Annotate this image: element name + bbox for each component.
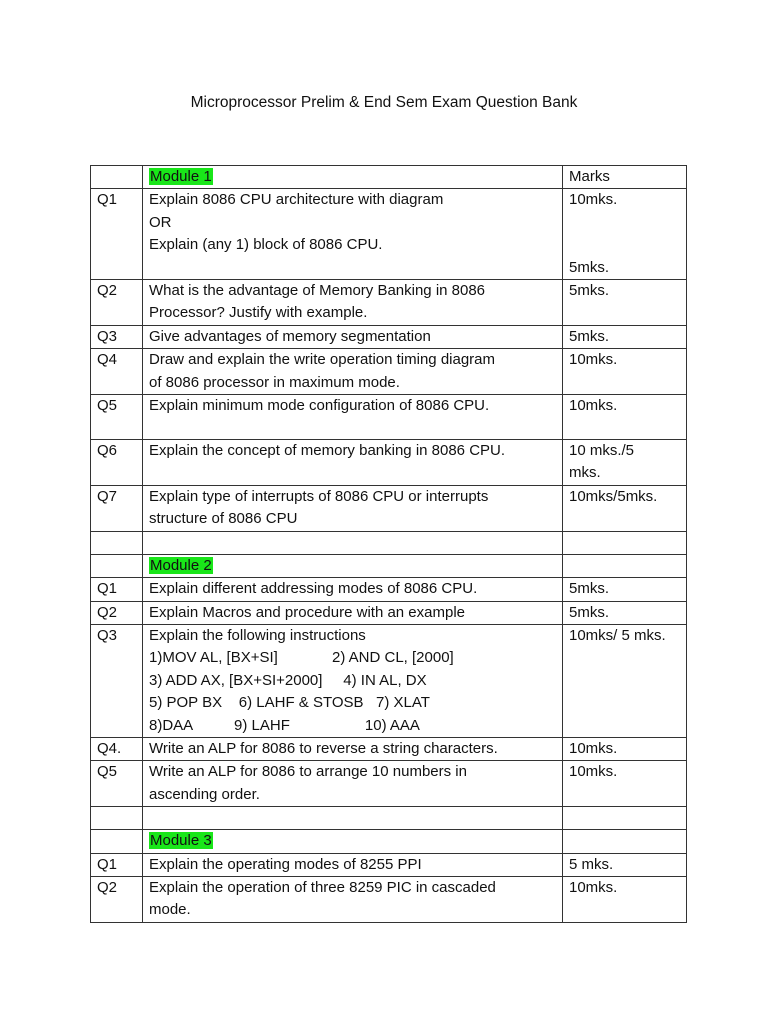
question-text-line: Explain the operation of three 8259 PIC in cascaded <box>149 878 496 896</box>
marks-header: Marks <box>569 168 610 185</box>
question-number: Q1 <box>97 580 118 598</box>
question-text-line: 1)MOV AL, [BX+SI] 2) AND CL, [2000] <box>149 649 454 667</box>
question-text-line: 8)DAA 9) LAHF 10) AAA <box>149 716 420 734</box>
question-text-cell <box>143 853 563 876</box>
marks-value: mks. <box>569 464 601 482</box>
question-row <box>91 485 687 531</box>
marks-header-cell <box>563 554 687 577</box>
question-number-cell <box>91 737 143 760</box>
marks-value: 5 mks. <box>569 855 614 873</box>
question-text-line: Explain (any 1) block of 8086 CPU. <box>149 236 383 254</box>
marks-value: 5mks. <box>569 603 610 621</box>
marks-value: 10mks. <box>569 739 618 757</box>
marks-value: 10mks. <box>569 351 618 369</box>
question-number-cell <box>91 485 143 531</box>
marks-cell <box>563 189 687 280</box>
marks-cell <box>563 737 687 760</box>
marks-value: 10mks. <box>569 763 618 781</box>
question-row <box>91 395 687 440</box>
marks-value: 10 mks./5 <box>569 442 635 460</box>
marks-cell <box>563 325 687 348</box>
question-text-cell <box>143 349 563 395</box>
question-row <box>91 189 687 280</box>
question-number: Q1 <box>97 855 118 873</box>
marks-value <box>569 212 680 234</box>
marks-cell <box>563 761 687 807</box>
module-header-row <box>91 830 687 853</box>
question-text-line: Draw and explain the write operation timing diagram <box>149 351 496 369</box>
question-text-line: 3) ADD AX, [BX+SI+2000] 4) IN AL, DX <box>149 671 427 689</box>
question-text-line: Write an ALP for 8086 to arrange 10 numbers in <box>149 763 467 781</box>
marks-cell <box>563 349 687 395</box>
question-text-line: Explain 8086 CPU architecture with diagram <box>149 191 444 209</box>
question-row <box>91 601 687 624</box>
question-text-line: Explain minimum mode configuration of 8086 CPU. <box>149 397 490 415</box>
question-row <box>91 624 687 737</box>
module-label-cell <box>143 554 563 577</box>
question-row <box>91 440 687 486</box>
question-number-cell <box>91 166 143 189</box>
question-text-cell <box>143 280 563 326</box>
question-row <box>91 853 687 876</box>
empty-cell <box>563 531 687 554</box>
empty-cell <box>143 807 563 830</box>
question-text-cell <box>143 440 563 486</box>
question-row <box>91 325 687 348</box>
marks-value: 10mks/ 5 mks. <box>569 626 666 644</box>
question-number-cell <box>91 830 143 853</box>
question-text-line: ascending order. <box>149 785 260 803</box>
module-label-cell <box>143 830 563 853</box>
question-text-line: Write an ALP for 8086 to reverse a string characters. <box>149 739 498 757</box>
question-number-cell <box>91 624 143 737</box>
question-text-line: Explain Macros and procedure with an example <box>149 603 466 621</box>
question-row <box>91 280 687 326</box>
marks-value: 10mks. <box>569 397 618 415</box>
question-number: Q4. <box>97 739 122 757</box>
question-number: Q6 <box>97 442 118 460</box>
marks-cell <box>563 395 687 440</box>
empty-cell <box>91 807 143 830</box>
marks-cell <box>563 853 687 876</box>
question-text-cell <box>143 624 563 737</box>
module-label-cell <box>143 166 563 189</box>
module-label: Module 3 <box>150 832 212 850</box>
question-row <box>91 349 687 395</box>
question-text-line: OR <box>149 213 172 231</box>
question-text-line: Give advantages of memory segmentation <box>149 327 431 345</box>
question-number-cell <box>91 761 143 807</box>
question-number: Q7 <box>97 487 118 505</box>
question-number-cell <box>91 853 143 876</box>
module-label: Module 2 <box>150 556 212 574</box>
question-number-cell <box>91 876 143 922</box>
marks-header-cell <box>563 166 687 189</box>
spacer-row <box>91 531 687 554</box>
question-number: Q3 <box>97 626 118 644</box>
marks-value <box>569 234 680 256</box>
question-number-cell <box>91 189 143 280</box>
question-number: Q2 <box>97 878 118 896</box>
question-number-cell <box>91 440 143 486</box>
marks-header-cell <box>563 830 687 853</box>
question-text-line: mode. <box>149 901 191 919</box>
module-label: Module 1 <box>150 168 212 185</box>
module-header-row <box>91 554 687 577</box>
question-text-cell <box>143 325 563 348</box>
question-text-cell <box>143 601 563 624</box>
question-text-cell <box>143 189 563 280</box>
marks-cell <box>563 624 687 737</box>
question-text-line: What is the advantage of Memory Banking in 8086 <box>149 282 486 300</box>
question-text-line: Processor? Justify with example. <box>149 304 368 322</box>
marks-value: 5mks. <box>569 327 610 345</box>
question-text-line: of 8086 processor in maximum mode. <box>149 373 400 391</box>
question-number: Q5 <box>97 763 118 781</box>
question-text-line: Explain type of interrupts of 8086 CPU or interrupts <box>149 487 489 505</box>
question-text-line: Explain different addressing modes of 8086 CPU. <box>149 580 478 598</box>
module-header-row <box>91 166 687 189</box>
question-text-cell <box>143 876 563 922</box>
marks-cell <box>563 440 687 486</box>
question-text-cell <box>143 578 563 601</box>
question-number-cell <box>91 280 143 326</box>
marks-value: 10mks/5mks. <box>569 487 658 505</box>
question-text-cell <box>143 485 563 531</box>
marks-cell <box>563 485 687 531</box>
marks-cell <box>563 876 687 922</box>
question-text-line: Explain the operating modes of 8255 PPI <box>149 855 422 873</box>
question-table <box>90 165 687 923</box>
question-row <box>91 761 687 807</box>
question-text-cell <box>143 737 563 760</box>
marks-value: 10mks. <box>569 878 618 896</box>
question-number: Q3 <box>97 327 118 345</box>
question-number: Q2 <box>97 282 118 300</box>
question-text-cell <box>143 395 563 440</box>
question-row <box>91 578 687 601</box>
marks-cell <box>563 601 687 624</box>
empty-cell <box>143 531 563 554</box>
question-number-cell <box>91 325 143 348</box>
question-text-cell <box>143 761 563 807</box>
question-number: Q4 <box>97 351 118 369</box>
page-title: Microprocessor Prelim & End Sem Exam Question Bank <box>190 94 578 111</box>
question-row <box>91 737 687 760</box>
marks-cell <box>563 578 687 601</box>
empty-cell <box>91 531 143 554</box>
question-number-cell <box>91 578 143 601</box>
spacer-row <box>91 807 687 830</box>
empty-cell <box>563 807 687 830</box>
question-text-line: Explain the concept of memory banking in 8086 CPU. <box>149 442 506 460</box>
question-number-cell <box>91 349 143 395</box>
question-number-cell <box>91 554 143 577</box>
marks-cell <box>563 280 687 326</box>
question-number: Q5 <box>97 397 118 415</box>
question-text-line: structure of 8086 CPU <box>149 510 298 528</box>
marks-value: 10mks. <box>569 191 618 209</box>
question-number: Q1 <box>97 191 118 209</box>
question-row <box>91 876 687 922</box>
question-text-line: Explain the following instructions <box>149 626 366 644</box>
question-number-cell <box>91 601 143 624</box>
marks-value: 5mks. <box>569 282 610 300</box>
question-table-body <box>91 166 687 923</box>
question-number-cell <box>91 395 143 440</box>
marks-value: 5mks. <box>569 580 610 598</box>
question-text-line: 5) POP BX 6) LAHF & STOSB 7) XLAT <box>149 694 430 712</box>
marks-value: 5mks. <box>569 258 610 276</box>
question-number: Q2 <box>97 603 118 621</box>
